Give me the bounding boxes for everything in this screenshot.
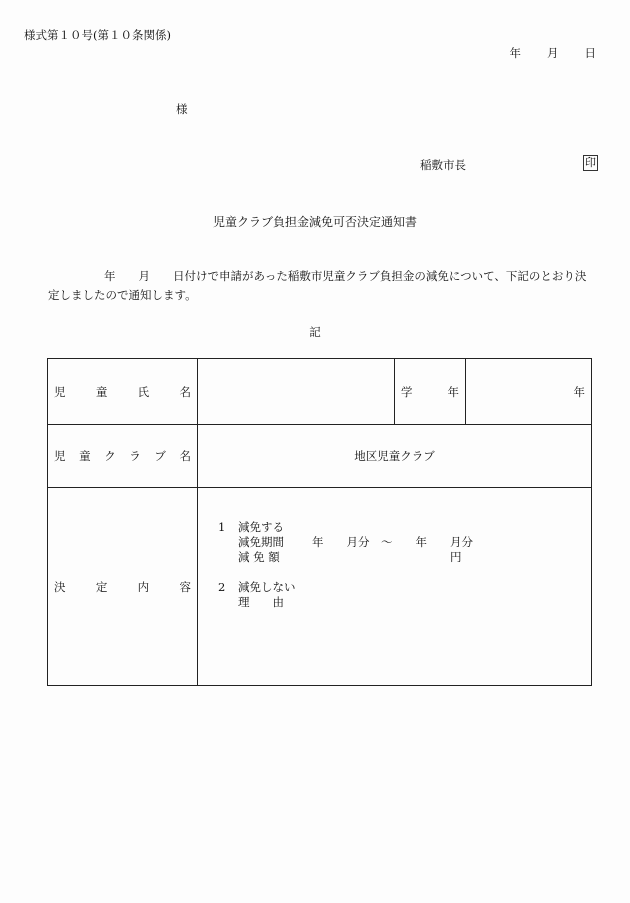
table-row bbox=[48, 488, 592, 686]
label-char: 名 bbox=[179, 449, 191, 463]
club-name-label bbox=[48, 425, 198, 488]
amount-unit: 円 bbox=[450, 550, 462, 564]
date-month-label: 月 bbox=[547, 46, 559, 60]
option-not-reduce bbox=[218, 580, 585, 595]
label-char: 児 bbox=[54, 449, 66, 463]
label-char: 学 bbox=[401, 384, 413, 399]
option-label: 減免しない bbox=[238, 580, 296, 594]
grade-label bbox=[395, 359, 466, 425]
option-label: 減免する bbox=[238, 520, 284, 534]
table-row bbox=[48, 425, 592, 488]
label-char: 容 bbox=[179, 579, 191, 594]
decision-label bbox=[48, 488, 198, 686]
form-number: 様式第１０号(第１０条関係) bbox=[24, 28, 171, 42]
label-char: 名 bbox=[179, 384, 191, 399]
child-name-value[interactable] bbox=[198, 359, 395, 425]
ki-marker: 記 bbox=[309, 325, 321, 339]
date-year-label: 年 bbox=[509, 46, 521, 60]
issuer-name: 稲敷市長 bbox=[420, 158, 466, 172]
date-day-label: 日 bbox=[584, 46, 596, 60]
label-char: ラ bbox=[129, 449, 141, 463]
label-char: 定 bbox=[95, 579, 108, 594]
option-number: 2 bbox=[218, 580, 226, 594]
period-row bbox=[218, 535, 585, 550]
notice-body: 年 月 日付けで申請があった稲敷市児童クラブ負担金の減免について、下記のとおり決定しましたので通知します。 bbox=[48, 269, 587, 302]
label-char: 年 bbox=[447, 384, 459, 399]
grade-value[interactable]: 年 bbox=[466, 359, 592, 425]
recipient-suffix: 様 bbox=[176, 102, 188, 116]
date-line bbox=[510, 45, 597, 61]
reason-row bbox=[218, 595, 585, 610]
option-reduce bbox=[218, 520, 585, 535]
label-char: 童 bbox=[95, 384, 108, 399]
label-char: 決 bbox=[54, 579, 66, 594]
seal-mark: 印 bbox=[585, 156, 596, 169]
period-label: 減免期間 bbox=[238, 535, 284, 549]
period-value: 年 月分 ～ 年 月分 bbox=[312, 535, 473, 549]
document-title: 児童クラブ負担金減免可否決定通知書 bbox=[212, 215, 417, 229]
label-char: 氏 bbox=[137, 384, 150, 399]
amount-row bbox=[218, 550, 585, 565]
reason-label: 理 由 bbox=[238, 595, 284, 609]
child-name-label bbox=[48, 359, 198, 425]
label-char: 童 bbox=[79, 449, 91, 463]
decision-table bbox=[47, 358, 592, 686]
label-char: 内 bbox=[137, 579, 150, 594]
table-row bbox=[48, 359, 592, 425]
label-char: ブ bbox=[154, 449, 166, 463]
label-char: 児 bbox=[54, 384, 66, 399]
club-name-value[interactable]: 地区児童クラブ bbox=[198, 425, 592, 488]
label-char: ク bbox=[104, 449, 116, 463]
decision-content[interactable] bbox=[198, 488, 592, 686]
option-number: 1 bbox=[218, 520, 226, 534]
amount-label: 減 免 額 bbox=[238, 550, 280, 564]
